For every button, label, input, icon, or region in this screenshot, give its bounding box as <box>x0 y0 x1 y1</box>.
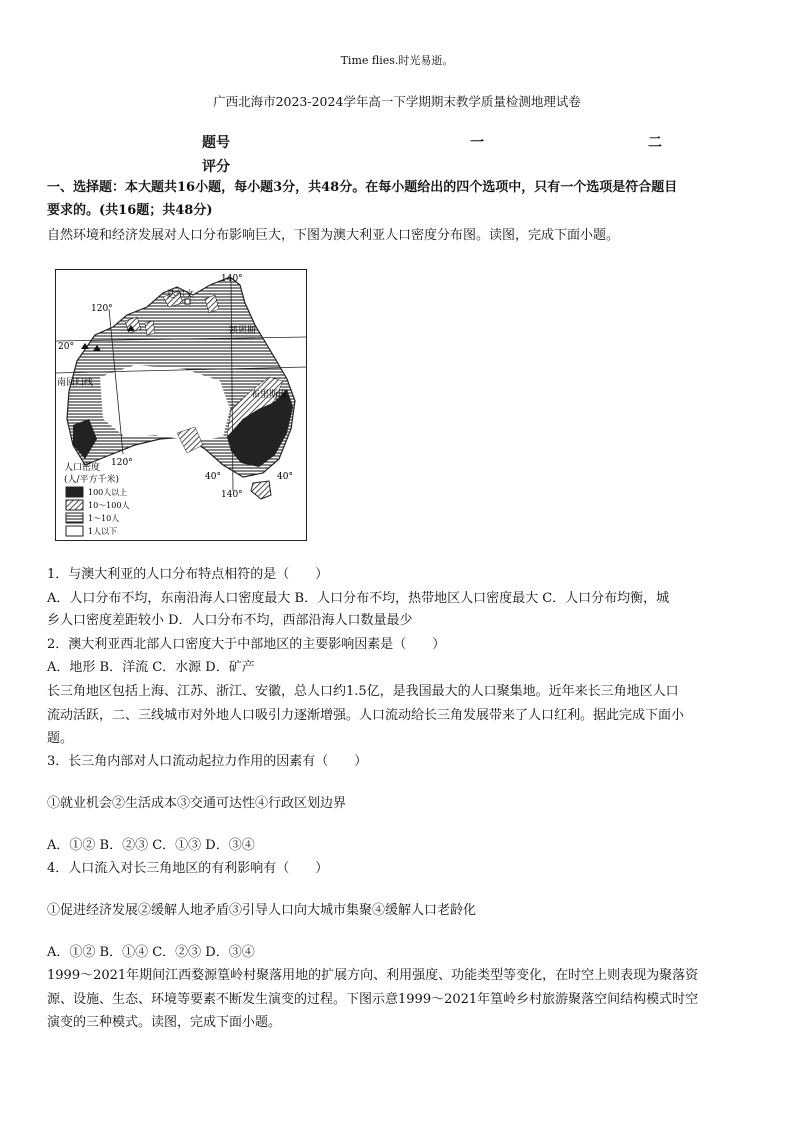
legend-title-1: 人口密度 <box>64 463 101 473</box>
question-1-options-line1: A．人口分布不均，东南沿海人口密度最大 B．人口分布不均，热带地区人口密度最大 C．人口分布均衡，城 <box>47 591 670 606</box>
intro3-line2: 源、设施、生态、环境等要素不断发生演变的过程。下图示意1999～2021年篁岭乡村旅游聚落空间结构模式时空 <box>47 992 699 1007</box>
question-2-options: A．地形 B．洋流 C．水源 D．矿产 <box>47 660 255 675</box>
intro3-line1: 1999～2021年期间江西婺源篁岭村聚落用地的扩展方向、利用强度、功能类型等变化，在时空上则表现为聚落资 <box>47 968 699 983</box>
document-title: 广西北海市2023-2024学年高一下学期期末教学质量检测地理试卷 <box>213 94 581 109</box>
intro2-line1: 长三角地区包括上海、江苏、浙江、安徽，总人口约1.5亿，是我国最大的人口聚集地。近年来长三角地区人口 <box>47 684 679 699</box>
question-1: 1．与澳大利亚的人口分布特点相符的是（ ） <box>47 567 329 582</box>
header-motto: Time flies.时光易逝。 <box>340 54 454 67</box>
australia-population-map <box>55 269 307 541</box>
section1-heading-line1: 一、选择题：本大题共16小题，每小题3分，共48分。在每小题给出的四个选项中，只有一个选项是符合题目 <box>47 180 678 195</box>
question-3: 3．长三角内部对人口流动起拉力作用的因素有（ ） <box>47 754 368 769</box>
legend-title-2: (人/平方千米) <box>64 475 120 485</box>
lon-140-bottom: 140° <box>221 490 243 500</box>
legend-item-4: 1人以下 <box>88 527 118 536</box>
lat-20: 20° <box>58 342 74 352</box>
label-tropic: 南回归线 <box>57 378 94 388</box>
question-4: 4．人口流入对长三角地区的有利影响有（ ） <box>47 861 329 876</box>
label-darwin: 达尔文 <box>167 290 195 300</box>
legend-item-3: 1～10人 <box>88 514 120 523</box>
score-row1-label: 题号 <box>202 135 230 151</box>
intro1: 自然环境和经济发展对人口分布影响巨大，下图为澳大利亚人口密度分布图。读图，完成下面小题。 <box>47 228 620 243</box>
legend-item-1: 100人以上 <box>88 488 128 497</box>
question-4-options: A．①② B．①④ C．②③ D．③④ <box>47 945 255 960</box>
score-col1: 一 <box>470 135 484 151</box>
lon-140-top: 140° <box>221 274 243 284</box>
legend-item-2: 10～100人 <box>88 501 130 510</box>
intro2-line3: 题。 <box>47 731 74 746</box>
label-brisbane: 布里斯班 <box>251 390 288 400</box>
score-col2: 二 <box>648 135 662 151</box>
question-1-options-line2: 乡人口密度差距较小 D．人口分布不均，西部沿海人口数量最少 <box>47 613 413 628</box>
label-cairns: 凯恩斯 <box>229 326 257 336</box>
intro3-line3: 演变的三种模式。读图，完成下面小题。 <box>47 1015 282 1030</box>
lat-40-left: 40° <box>205 472 221 482</box>
score-row2-label: 评分 <box>202 159 230 175</box>
question-3-options: A．①② B．②③ C．①③ D．③④ <box>47 838 255 853</box>
question-3-items: ①就业机会②生活成本③交通可达性④行政区划边界 <box>47 796 347 811</box>
question-2: 2．澳大利亚西北部人口密度大于中部地区的主要影响因素是（ ） <box>47 637 446 652</box>
lon-120-top: 120° <box>91 304 113 314</box>
section1-heading-line2: 要求的。(共16题；共48分) <box>47 203 213 218</box>
question-4-items: ①促进经济发展②缓解人地矛盾③引导人口向大城市集聚④缓解人口老龄化 <box>47 903 477 918</box>
lon-120-bottom: 120° <box>111 458 133 468</box>
lat-40-right: 40° <box>277 472 293 482</box>
intro2-line2: 流动活跃，二、三线城市对外地人口吸引力逐渐增强。人口流动给长三角发展带来了人口红利。据此完成下面小 <box>47 708 685 723</box>
